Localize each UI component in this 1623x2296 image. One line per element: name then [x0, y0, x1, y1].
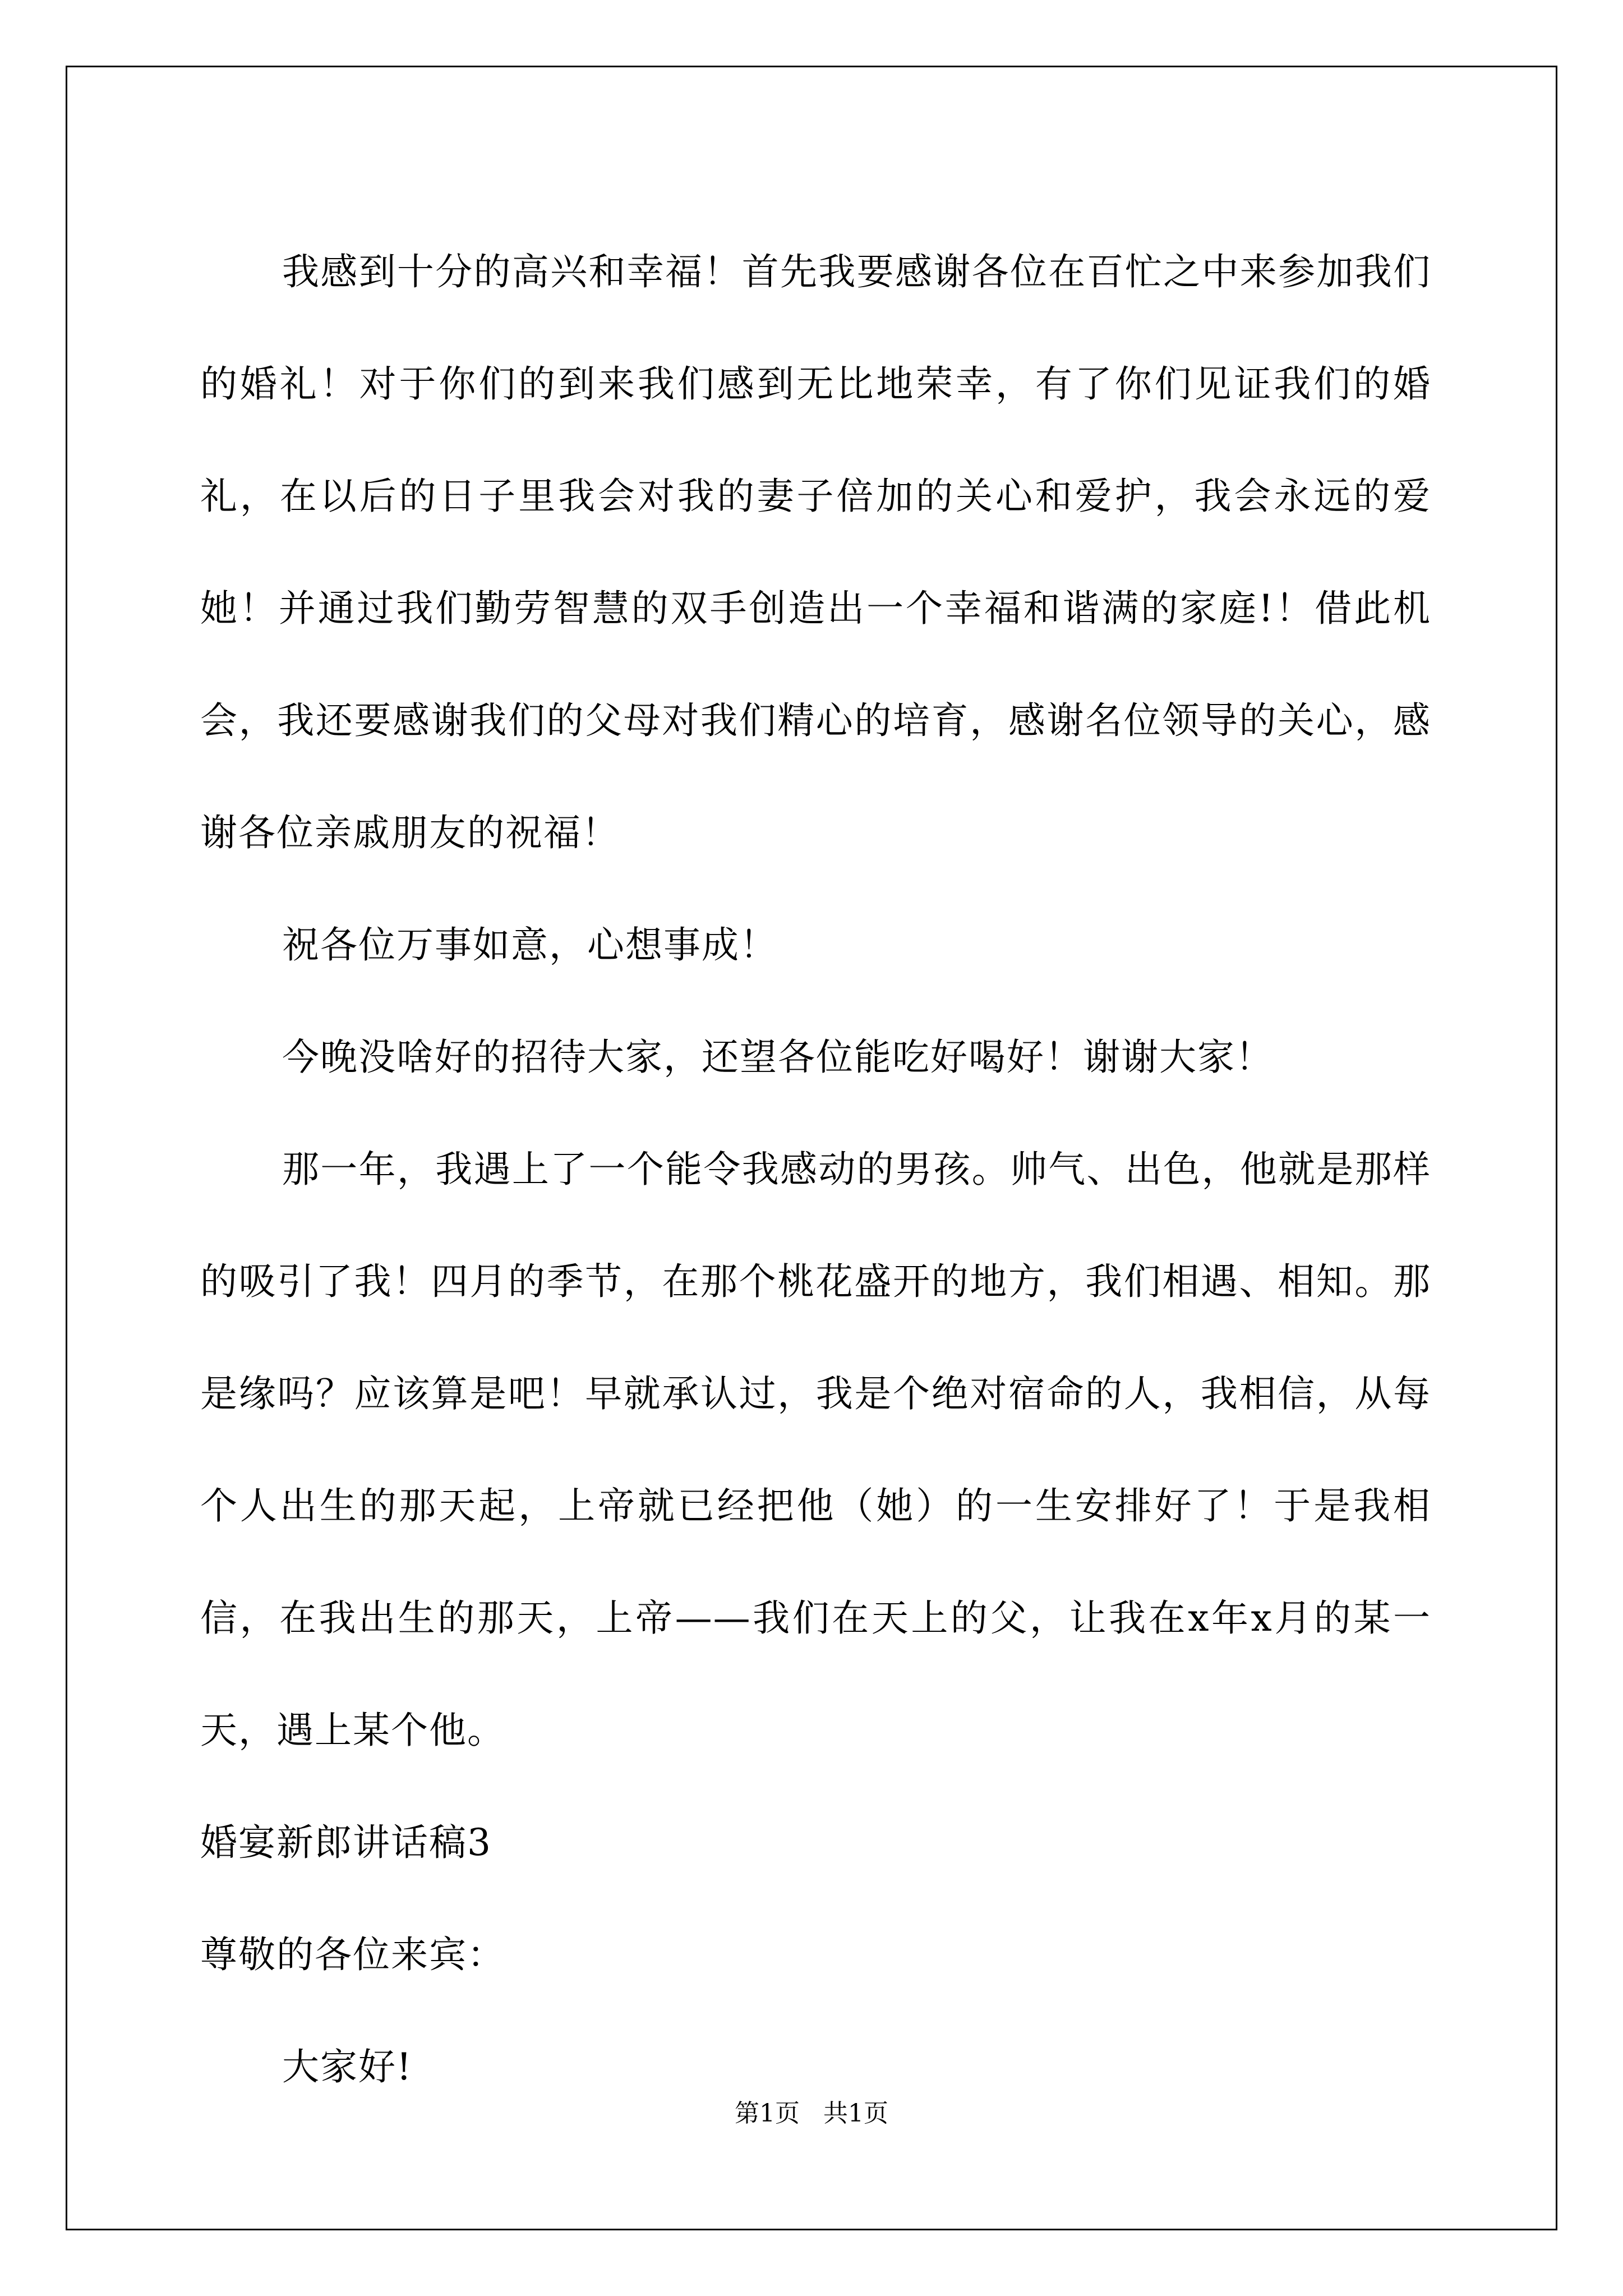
document-body: [200, 216, 1431, 2123]
paragraph-1: 我感到十分的高兴和幸福！首先我要感谢各位在百忙之中来参加我们的婚礼！对于你们的到来我们感到无比地荣幸，有了你们见证我们的婚礼，在以后的日子里我会对我的妻子倍加的关心和爱护，我会永远的爱她！并通过我们勤劳智慧的双手创造出一个幸福和谐满的家庭!！借此机会，我还要感谢我们的父母对我们精心的培育，感谢名位领导的关心，感谢各位亲戚朋友的祝福！: [200, 250, 1431, 854]
paragraph-4: 那一年，我遇上了一个能令我感动的男孩。帅气、出色，他就是那样的吸引了我！四月的季节，在那个桃花盛开的地方，我们相遇、相知。那是缘吗？应该算是吧！早就承认过，我是个绝对宿命的人，我相信，从每个人出生的那天起，上帝就已经把他（她）的一生安排好了！于是我相信，在我出生的那天，上帝——我们在天上的父，让我在x年x月的某一天，遇上某个他。: [200, 1148, 1431, 1752]
paragraph-3: 今晚没啥好的招待大家，还望各位能吃好喝好！谢谢大家！: [282, 1036, 1274, 1079]
page-footer: [0, 2097, 1623, 2131]
greeting: 大家好!: [282, 2045, 413, 2088]
section-heading: 婚宴新郎讲话稿3: [200, 1821, 492, 1864]
paragraph-2: 祝各位万事如意，心想事成！: [282, 923, 778, 967]
salutation: 尊敬的各位来宾：: [200, 1933, 505, 1976]
page-count: 共1页: [823, 2099, 888, 2128]
page-number: 第1页: [735, 2099, 800, 2128]
